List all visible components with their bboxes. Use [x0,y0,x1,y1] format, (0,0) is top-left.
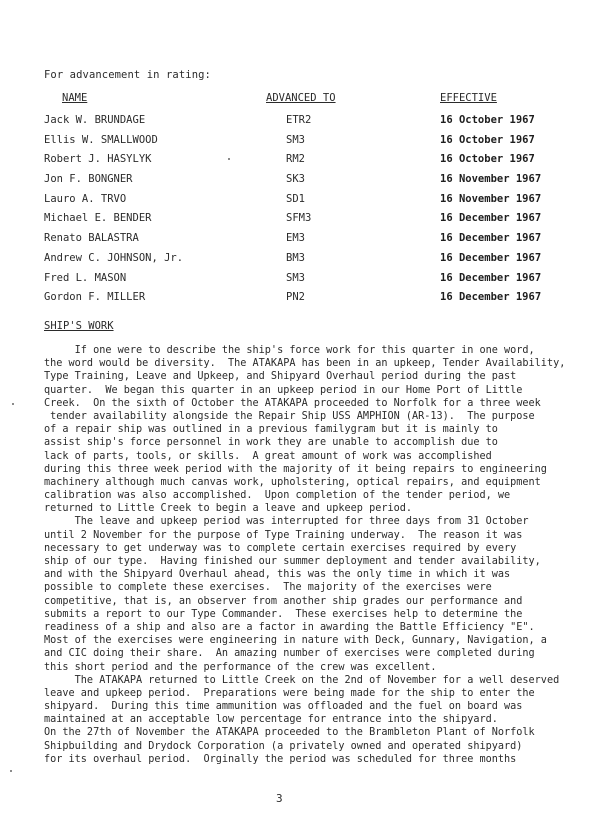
page-number: 3 [276,792,283,805]
advancement-name: Robert J. HASYLYK [44,153,152,166]
table-row [0,291,590,311]
text-line: maintained at an acceptable low percentage for entrance into the shipyard. [44,714,498,726]
advancement-name: Lauro A. TRVO [44,192,127,205]
text-line: Most of the exercises were engineering in nature with Deck, Gunnary, Navigation, a [44,635,547,647]
text-line: during this three week period with the majority of it being repairs to engineering [44,463,547,475]
advancement-name: Jon F. BONGNER [44,173,133,186]
advancement-rate: SD1 [286,192,305,205]
table-row [0,252,590,272]
text-line: submits a report to our Type Commander. These exercises help to determine the [44,608,523,620]
column-header-advanced-to: ADVANCED TO [266,92,336,104]
advancement-rate: SK3 [286,173,305,186]
advancement-date: 16 November 1967 [440,173,542,186]
table-row [0,114,590,134]
table-row [0,134,590,154]
text-line: leave and upkeep period. Preparations were being made for the ship to enter the [44,687,535,699]
advancement-date: 16 December 1967 [440,291,542,304]
text-line: The ATAKAPA returned to Little Creek on the 2nd of November for a well deserved [44,674,560,686]
text-line: necessary to get underway was to complete certain exercises required by every [44,542,517,554]
table-row [0,272,590,292]
advancement-name: Jack W. BRUNDAGE [44,114,146,126]
text-line: readiness of a ship and also are a factor in awarding the Battle Efficiency "E". [44,621,535,633]
advancement-date: 16 October 1967 [440,133,535,146]
text-line: calibration was also accomplished. Upon completion of the tender period, we [44,490,511,502]
advancement-rate: EM3 [286,232,305,245]
advancement-rate: BM3 [286,251,305,264]
advancement-rate: SM3 [286,133,305,146]
text-line: the word would be diversity. The ATAKAPA has been in an upkeep, Tender Availability, [44,358,566,370]
advancement-name: Gordon F. MILLER [44,291,146,304]
text-line: competitive, that is, an observer from another ship grades our performance and [44,595,523,607]
advancement-name: Ellis W. SMALLWOOD [44,133,158,146]
stray-mark [10,770,12,772]
advancement-date: 16 December 1967 [440,251,542,264]
column-header-effective: EFFECTIVE [440,92,497,104]
text-line: returned to Little Creek to begin a leave and upkeep period. [44,503,413,515]
text-line: machinery although much canvas work, upholstering, optical repairs, and equipment [44,476,541,488]
advancement-date: 16 December 1967 [440,232,542,245]
table-row [0,173,590,193]
text-line: tender availability alongside the Repair Ship USS AMPHION (AR-13). The purpose [44,410,535,422]
stray-mark [12,403,14,405]
text-line: of a repair ship was outlined in a previous familygram but it is mainly to [44,424,498,436]
text-line: ship of our type. Having finished our summer deployment and tender availability, [44,556,541,567]
advancement-date: 16 December 1967 [440,212,542,225]
text-line: The leave and upkeep period was interrupted for three days from 31 October [44,516,529,528]
section-title: SHIP'S WORK [44,320,114,332]
text-line: assist ship's force personnel in work they are unable to accomplish due to [44,437,498,449]
advancement-rate: SM3 [286,271,305,284]
text-line: this short period and the performance of the crew was excellent. [44,661,437,673]
advancement-name: Michael E. BENDER [44,212,152,225]
advancement-heading: For advancement in rating: [44,69,211,81]
text-line: until 2 November for the purpose of Type Training underway. The reason it was [44,529,523,541]
text-line: Shipbuilding and Drydock Corporation (a privately owned and operated shipyard) [44,740,523,752]
advancement-name: Andrew C. JOHNSON, Jr. [44,251,184,264]
text-line: for its overhaul period. Orginally the period was scheduled for three months [44,753,517,765]
text-line: If one were to describe the ship's force work for this quarter in one word, [44,345,535,356]
text-line: quarter. We began this quarter in an upkeep period in our Home Port of Little [44,384,523,396]
body-text [44,344,564,766]
text-line: and with the Shipyard Overhaul ahead, this was the only time in which it was [44,569,511,581]
text-line: lack of parts, tools, or skills. A great amount of work was accomplished [44,450,492,462]
advancement-rate: RM2 [286,153,305,166]
text-line: Creek. On the sixth of October the ATAKAPA proceeded to Norfolk for a three week [44,397,541,409]
table-row [0,193,590,213]
stray-mark [228,158,230,160]
text-line: and CIC doing their share. An amazing number of exercises were completed during [44,648,535,660]
text-line: possible to complete these exercises. The majority of the exercises were [44,582,492,594]
advancement-name: Fred L. MASON [44,271,127,284]
table-row [0,212,590,232]
advancement-date: 16 November 1967 [440,192,542,205]
text-line: shipyard. During this time ammunition was offloaded and the fuel on board was [44,701,523,713]
advancement-date: 16 October 1967 [440,153,535,166]
text-line: Type Training, Leave and Upkeep, and Shipyard Overhaul period during the past [44,371,517,383]
advancement-rate: SFM3 [286,212,312,225]
advancement-date: 16 December 1967 [440,271,542,284]
advancement-table [0,114,590,311]
table-row [0,232,590,252]
advancement-name: Renato BALASTRA [44,232,139,245]
table-row [0,153,590,173]
advancement-rate: PN2 [286,291,305,304]
text-line: On the 27th of November the ATAKAPA proceeded to the Brambleton Plant of Norfolk [44,727,535,739]
advancement-date: 16 October 1967 [440,114,535,126]
advancement-rate: ETR2 [286,114,312,126]
column-header-name: NAME [62,92,88,104]
